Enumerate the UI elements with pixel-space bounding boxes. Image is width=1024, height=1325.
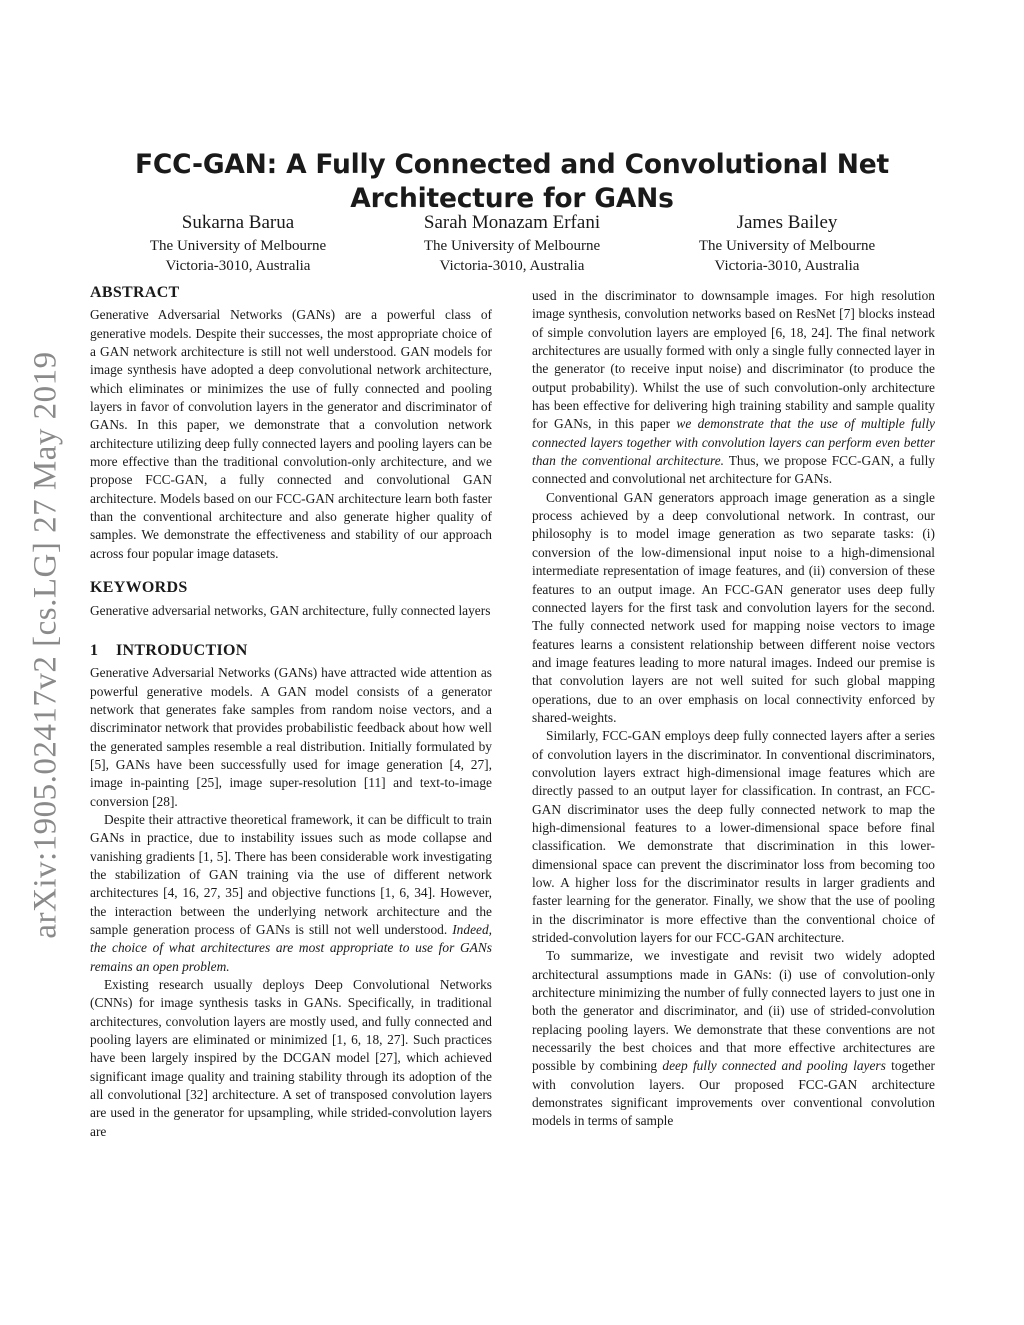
- author-3: [637, 210, 937, 276]
- paper-title: FCC-GAN: A Fully Connected and Convolutional Net Architecture for GANs: [135, 148, 889, 214]
- author-affiliation: The University of Melbourne: [698, 238, 876, 254]
- author-name: James Bailey: [736, 212, 838, 233]
- intro-paragraph-6: [532, 947, 935, 1130]
- abstract-text: Generative Adversarial Networks (GANs) are a powerful class of generative models. Despite their successes, the most appropriate choice of a GAN network architecture is still not well understood. GAN models for image synthesis have adopted a deep convolutional network architecture, which eliminates or minimizes the use of fully connected and pooling layers in favor of convolution layers in the generator and discriminator of GANs. In this paper, we demonstrate that a convolution network architecture utilizing deep fully connected layers and pooling layers can be more effective than the traditional convolution-only architecture, and we propose FCC-GAN, a fully connected and convolutional GAN architecture. Models based on our FCC-GAN architecture learn both faster than the conventional architecture and also generate higher quality of samples. We demonstrate the effectiveness and stability of our approach across four popular image datasets.: [90, 307, 492, 561]
- intro-paragraph-3: Existing research usually deploys Deep Convolutional Networks (CNNs) for image synthesis tasks in GANs. Specifically, in traditional architectures, convolution layers are mostly used, and fully connected and pooling layers are eliminated or minimized [1, 6, 18, 27]. Such practices have been largely inspired by the DCGAN model [27], which achieved significant image quality and training stability through its adoption of the all convolutional [32] architecture. A set of transposed convolution layers are used in the generator for upsampling, while strided-convolution layers are: [90, 977, 492, 1139]
- contribution-emphasis: we demonstrate that the use of multiple fully connected layers together with convolution layers can perform even better than the conventional architecture.: [532, 416, 935, 469]
- arxiv-identifier-text: arXiv:1905.02417v2 [cs.LG] 27 May 2019: [27, 351, 64, 939]
- author-location: Victoria-3010, Australia: [165, 258, 311, 274]
- author-affiliation: The University of Melbourne: [149, 238, 327, 254]
- left-column: [90, 284, 492, 1141]
- intro-paragraph-2: [90, 811, 492, 976]
- summary-emphasis: deep fully connected and pooling layers: [662, 1058, 886, 1074]
- intro-paragraph-2-emphasis: Indeed, the choice of what architectures are most appropriate to use for GANs remains an open problem.: [90, 922, 492, 974]
- intro-paragraph-2-text: Despite their attractive theoretical framework, it can be difficult to train GANs in practice, due to instability issues such as mode collapse and vanishing gradients [1, 5]. There has been considerable work investigating the stabilization of GAN training via the use of different network architectures [4, 16, 27, 35] and objective functions [1, 6, 34]. However, the interaction between the underlying network architecture and the sample generation process of GANs is still not well understood.: [90, 811, 492, 937]
- intro-paragraph-5: Similarly, FCC-GAN employs deep fully connected layers after a series of convolution layers in the discriminator. In conventional discriminators, convolution layers extract high-dimensional image features which are directly passed to an output layer for classification. In contrast, an FCC-GAN discriminator uses the deep fully connected network to map the high-dimensional features to a lower-dimensional space before final classification. We demonstrate that discrimination in this lower-dimensional space can prevent the discriminator loss from becoming too low. A higher loss for the discriminator results in larger gradients and faster learning for the generator. Finally, we show that the use of pooling in the discriminator is more effective than the conventional choice of strided-convolution layers for our FCC-GAN architecture.: [532, 728, 935, 946]
- author-2: [362, 210, 662, 276]
- summary-text-end: together with convolution layers. Our proposed FCC-GAN architecture demonstrates significant improvements over conventional convolution models in terms of sample: [532, 1058, 935, 1129]
- right-column: [532, 287, 935, 1131]
- section-title: INTRODUCTION: [116, 641, 248, 659]
- continued-text: used in the discriminator to downsample images. For high resolution image synthesis, convolution networks based on ResNet [7] blocks instead of simple convolution layers are employed [6, 18, 24]. The final network architectures are usually formed with only a single fully connected layer in the generator (to receive input noise) and discriminator (to produce the output probability). Whilst the use of such convolution-only architecture has been effective for delivering high training stability and sample quality for GANs, in this paper: [532, 288, 935, 432]
- intro-paragraph-3-continued: [532, 287, 935, 489]
- author-1: [88, 210, 388, 276]
- intro-paragraph-4: Conventional GAN generators approach image generation as a single process achieved by a deep convolutional network. In contrast, our philosophy is to model image generation as two separate tasks: (i) conversion of the low-dimensional input noise to a high-dimensional intermediate representation of image features, and (ii) conversion of these features to an output image. An FCC-GAN generator uses deep fully connected layers for the first task and convolution layers for the second. The fully connected network used for mapping noise vectors to image features learns a consistent relationship between different noise vectors and image features leading to more natural images. Indeed our premise is that convolution layers are not well suited for such global mapping operations, due to an over emphasis on local connectivity enforced by shared-weights.: [532, 489, 935, 725]
- abstract-heading: ABSTRACT: [90, 284, 180, 301]
- intro-paragraph-1: Generative Adversarial Networks (GANs) have attracted wide attention as powerful generative models. A GAN model consists of a generator network that generates fake samples from random noise vectors, and a discriminator network that provides probabilistic feedback about how well the generated samples resemble a real distribution. Initially formulated by [5], GANs have been successfully used for image generation [4, 27], image in-painting [25], image super-resolution [11] and text-to-image conversion [28].: [90, 665, 492, 809]
- keywords-text: Generative adversarial networks, GAN architecture, fully connected layers: [90, 602, 491, 618]
- arxiv-identifier: [26, 345, 66, 945]
- introduction-heading: [90, 642, 492, 660]
- keywords-heading: KEYWORDS: [90, 579, 188, 597]
- author-location: Victoria-3010, Australia: [439, 258, 585, 274]
- author-location: Victoria-3010, Australia: [714, 258, 860, 274]
- author-affiliation: The University of Melbourne: [423, 238, 601, 254]
- author-name: Sukarna Barua: [181, 212, 295, 233]
- summary-text: To summarize, we investigate and revisit two widely adopted architectural assumptions made in GANs: (i) use of convolution-only architecture minimizing the number of fully connected layers to just one in both the generator and discriminator, and (ii) use of strided-convolution replacing pooling layers. We demonstrate that these conventions are not necessarily the best choices and that more effective architectures are possible by combining: [532, 948, 935, 1074]
- continued-text-end: Thus, we propose FCC-GAN, a fully connected and convolutional net architecture for GANs.: [532, 453, 935, 487]
- section-number: 1: [90, 641, 99, 659]
- author-name: Sarah Monazam Erfani: [423, 212, 601, 233]
